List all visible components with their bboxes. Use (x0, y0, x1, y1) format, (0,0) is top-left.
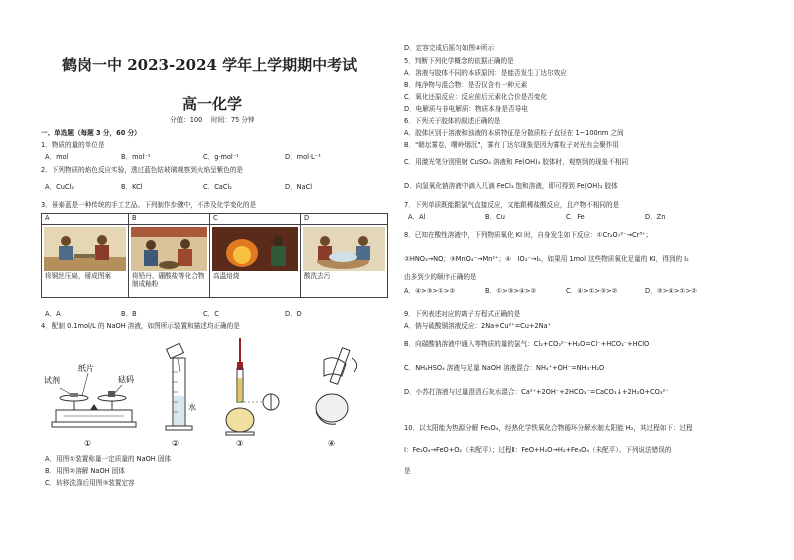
q3-stem: 3．景泰蓝是一种传统的手工艺品。下列制作步骤中，不涉及化学变化的是 (41, 201, 257, 209)
q8-line-2: ②HNO₃→NO；③MnO₄⁻→Mn²⁺；④ IO₃⁻→I₂，如果用 1mol 这些物质氧化足量的 KI，得到的 I₂ (404, 255, 689, 263)
q10-line-1: 10．以太阳能为热源分解 Fe₃O₄，经热化学铁氧化合物循环分解水制太阳能 H₂，其过程如下：过程 (404, 424, 693, 432)
q10-line-2: Ⅰ：Fe₃O₄→FeO+O₂（未配平）；过程Ⅱ：FeO+H₂O→H₂+Fe₃O₄（未配平）。下列说法错误的 (404, 446, 672, 454)
q4-option-d: D．定容完成后摇匀如图④所示 (404, 44, 495, 52)
q3-option-b: B．B (121, 310, 137, 318)
label-reagent: 试剂 (44, 376, 60, 385)
q8-line-3: 由多到少的顺序正确的是 (404, 273, 477, 281)
q4-option-b: B．用图②溶解 NaOH 固体 (45, 467, 125, 475)
q4-option-a: A．用图①装置称量一定质量的 NaOH 固体 (45, 455, 172, 463)
q1-option-d: D．mol·L⁻¹ (285, 153, 321, 161)
q7-option-a: A．Al (408, 213, 426, 221)
q8-line-1: 8．已知在酸性溶液中，下列物质氧化 KI 时，自身发生如下反应：①Cr₂O₇²⁻→Cr³⁺； (404, 231, 653, 239)
q3-cell-c (210, 225, 301, 298)
q2-stem: 2．下列物质的焰色反应实验，透过蓝色钴玻璃观察到火焰呈紫色的是 (41, 166, 244, 174)
q3-option-d: D．D (285, 310, 302, 318)
q8-option-d: D．③>④>①>② (645, 287, 697, 295)
q3-header-d: D (301, 214, 388, 225)
q6-option-b: B．"朝坛雾卷，曙岭烟沉"，雾有丁达尔现象是因为雾粒子对光有会聚作用 (404, 141, 619, 149)
q1-option-c: C．g·mol⁻¹ (203, 153, 239, 161)
q5-option-d: D．电解质与非电解质：物质本身是否导电 (404, 105, 528, 113)
q3-header-c: C (210, 214, 301, 225)
q4-option-c: C．转移洗涤后用图③装置定容 (45, 479, 135, 487)
q10-line-3: 是 (404, 467, 411, 475)
q3-cell-d (301, 225, 388, 298)
q1-stem: 1．物质的量的单位是 (41, 141, 105, 149)
fig-label-1: ① (84, 439, 92, 448)
q9-option-c: C．NH₄HSO₄ 溶液与足量 NaOH 溶液混合：NH₄⁺+OH⁻=NH₃·H₂O (404, 364, 605, 372)
q8-option-a: A．④>③>①>② (404, 287, 456, 295)
section-heading: 一、单选题（每题 3 分，60 分） (41, 129, 141, 137)
balance-figure (44, 363, 136, 448)
q3-caption-c: 高温焙烧 (213, 272, 240, 280)
label-weight: 砝码 (118, 375, 134, 384)
craft-image-a (44, 227, 126, 271)
q9-option-b: B．向碳酸钠溶液中通入等物质的量的氯气：Cl₂+CO₃²⁻+H₂O=Cl⁻+HCO₃⁻+HClO (404, 340, 650, 348)
q3-header-b: B (129, 214, 210, 225)
q5-stem: 5．判断下列化学概念的依据正确的是 (404, 57, 514, 65)
q3-caption-d: 酸洗去污 (304, 272, 331, 280)
flask-figure (226, 338, 279, 448)
q5-option-c: C．氧化还原反应：反应前后元素化合价是否变化 (404, 93, 548, 101)
fig-label-3: ③ (236, 439, 244, 448)
label-water: 水 (188, 403, 196, 412)
q3-caption-a: 将铜丝压扁，掰成图案 (45, 272, 111, 280)
q9-stem: 9．下列表述对应的离子方程式正确的是 (404, 310, 521, 318)
q6-stem: 6．下列关于胶体的叙述正确的是 (404, 117, 501, 125)
cylinder-figure (166, 344, 196, 448)
q8-option-b: B．①>③>④>② (485, 287, 537, 295)
q1-option-b: B．mol⁻¹ (121, 153, 151, 161)
q5-option-a: A．溶液与胶体不同的本质原因：是能否发生丁达尔效应 (404, 69, 567, 77)
q2-option-c: C．CaCl₂ (203, 183, 232, 191)
q7-option-b: B．Cu (485, 213, 505, 221)
q6-option-a: A．胶体区别于溶液和浊液的本质特征是分散质粒子直径在 1~100nm 之间 (404, 129, 624, 137)
craft-image-c (212, 227, 298, 271)
exam-title: 鹤岗一中 2023-2024 学年上学期期中考试 (62, 56, 358, 74)
fig-label-4: ④ (328, 439, 336, 448)
q3-option-a: A．A (45, 310, 61, 318)
subject-title: 高一化学 (182, 95, 243, 113)
q7-option-d: D．Zn (645, 213, 666, 221)
craft-image-b (131, 227, 207, 271)
q5-option-b: B．纯净物与混合物：是否仅含有一种元素 (404, 81, 528, 89)
shake-figure (316, 348, 357, 448)
q9-option-d: D．小苏打溶液与过量澄清石灰水混合：Ca²⁺+2OH⁻+2HCO₃⁻=CaCO₃↓+2H₂O+CO₃²⁻ (404, 388, 669, 396)
label-paper: 纸片 (78, 364, 94, 373)
q3-header-a: A (42, 214, 129, 225)
q3-table (41, 213, 388, 298)
q2-option-d: D．NaCl (285, 183, 313, 191)
q4-stem: 4．配制 0.1mol/L 的 NaOH 溶液，如图所示装置和描述均正确的是 (41, 322, 240, 330)
q3-caption-b: 将铅丹、硼酸盐等化合物制成釉粉 (132, 272, 205, 288)
q3-option-c: C．C (203, 310, 219, 318)
q4-apparatus-figure (40, 338, 370, 450)
q2-option-b: B．KCl (121, 183, 143, 191)
q8-option-c: C．④>①>③>② (566, 287, 618, 295)
craft-image-d (303, 227, 385, 271)
fig-label-2: ② (172, 439, 180, 448)
q7-stem: 7．下列单质既能跟氯气直接反应，又能跟稀盐酸反应，且产物不相同的是 (404, 201, 620, 209)
q2-option-a: A．CuCl₂ (45, 183, 74, 191)
q6-option-c: C．用激光笔分别照射 CuSO₄ 溶液和 Fe(OH)₃ 胶体时，观察到的现象不相同 (404, 158, 629, 166)
q3-cell-b (129, 225, 210, 298)
score-info: 分值：100 时间：75 分钟 (170, 116, 255, 124)
q9-option-a: A．钠与硫酸铜溶液反应：2Na+Cu²⁺=Cu+2Na⁺ (404, 322, 552, 330)
q3-cell-a (42, 225, 129, 298)
q6-option-d: D．向氢氧化钠溶液中滴入几滴 FeCl₃ 饱和溶液，即可得到 Fe(OH)₃ 胶体 (404, 182, 618, 190)
q1-option-a: A．mol (45, 153, 69, 161)
q7-option-c: C．Fe (566, 213, 585, 221)
